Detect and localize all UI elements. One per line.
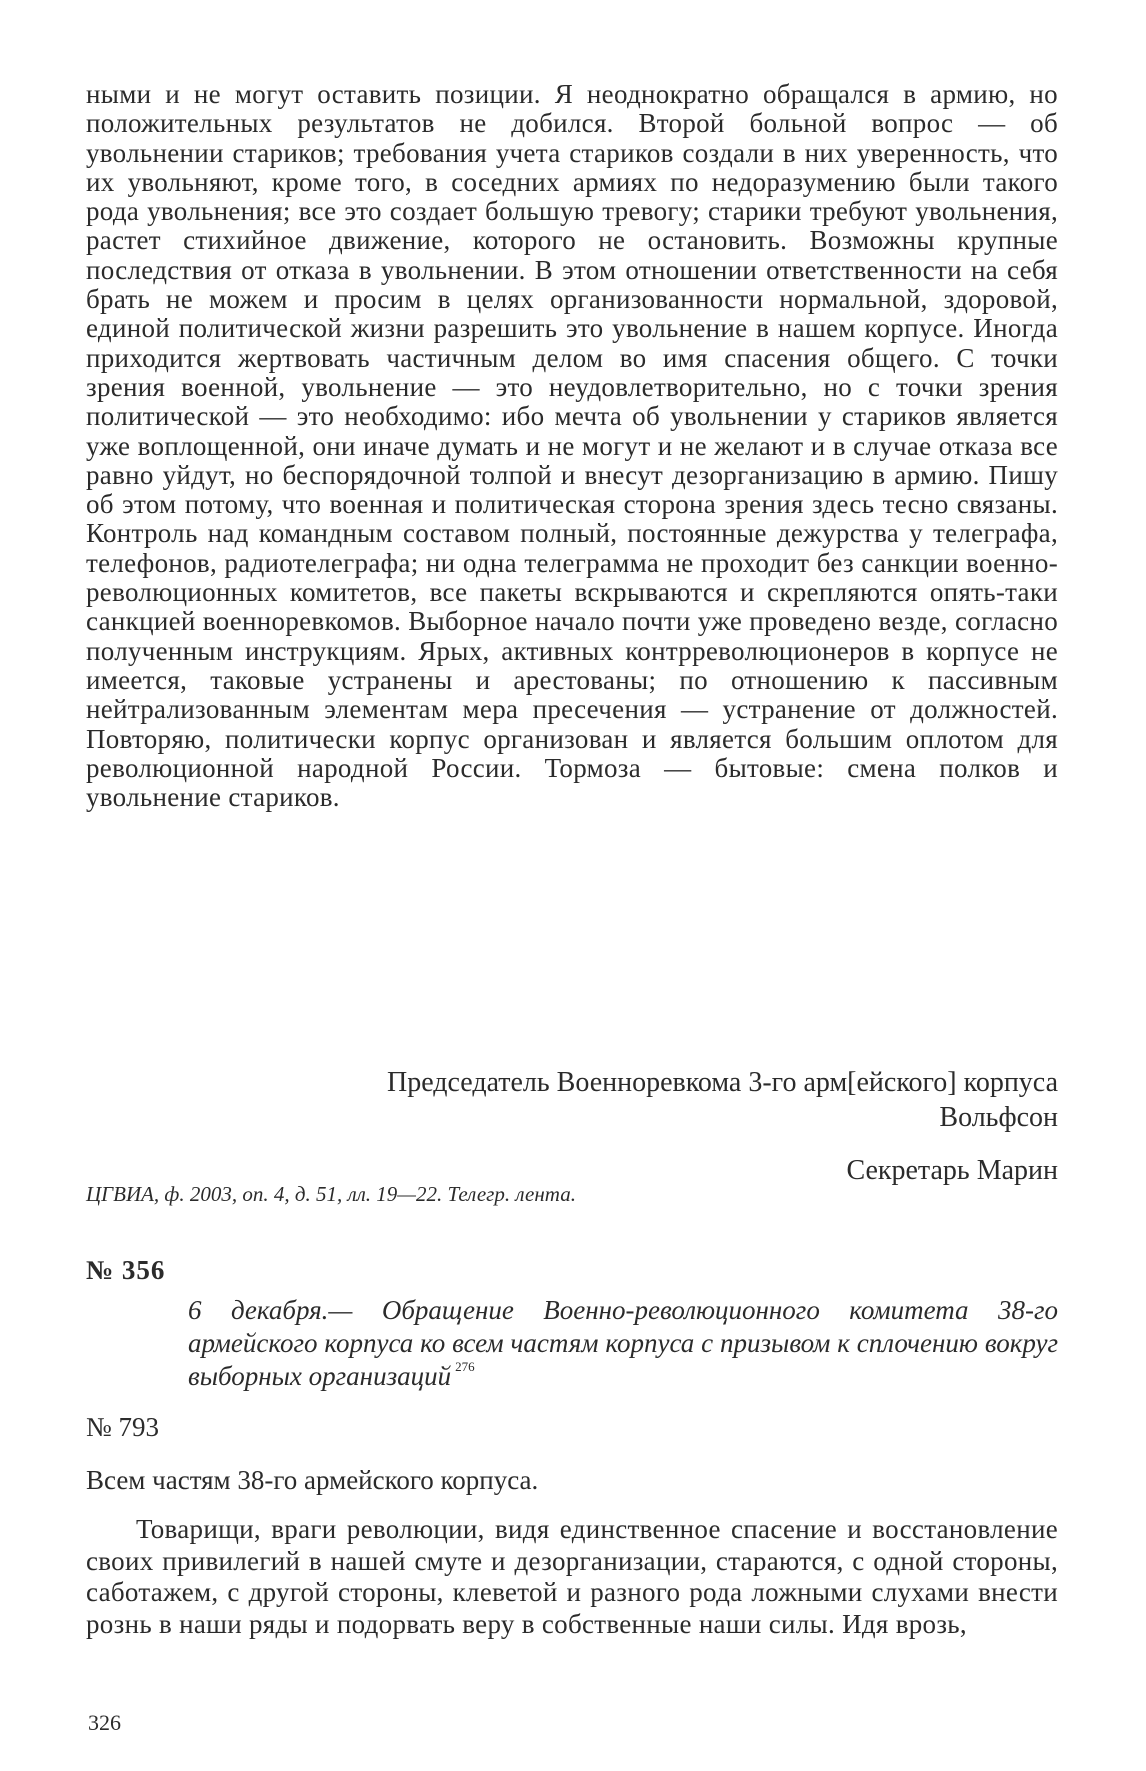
document-number: № 356 bbox=[86, 1255, 166, 1285]
telegram-number: № 793 bbox=[86, 1412, 160, 1442]
appeal-body: Товарищи, враги революции, видя единственное спасение и восстановление своих привилегий в нашей смуте и дезорганизации, стараются, с одной стороны, саботажем, с другой стороны, клеветой и разного рода ложными слухами внести рознь в наши ряды и подорвать веру в собственные наши силы. Идя врозь, bbox=[86, 1514, 1058, 1639]
signature-chairman: Председатель Военноревкома 3-го арм[ейского] корпуса bbox=[386, 1067, 1058, 1098]
previous-document-body: ными и не могут оставить позиции. Я неоднократно обращался в армию, но положительных результатов не добился. Второй больной вопрос — об увольнении стариков; требования учета стариков создали в них уверенность, что их увольняют, кроме того, в соседних армиях по недоразумению были такого рода увольнения; все это создает большую тревогу; старики требуют увольнения, растет стихийное движение, которого не остановить. Возможны крупные последствия от отказа в увольнении. В этом отношении ответственности на себя брать не можем и просим в целях организованности нормальной, здоровой, единой политической жизни разрешить это увольнение в нашем корпусе. Иногда приходится жертвовать частичным делом во имя спасения общего. С точки зрения военной, увольнение — это неудовлетворительно, но с точки зрения политической — это необходимо: ибо мечта об увольнении у стариков является уже воплощенной, они иначе думать и не могут и не желают и в случае отказа все равно уйдут, но беспорядочной толпой и внесут дезорганизацию в армию. Пишу об этом потому, что военная и политическая сторона зрения здесь тесно связаны. Контроль над командным составом полный, постоянные дежурства у телеграфа, телефонов, радиотелеграфа; ни одна телеграмма не проходит без санкции военно-революционных комитетов, все пакеты вскрываются и скрепляются опять-таки санкцией военноревкомов. Выборное начало почти уже проведено везде, согласно полученным инструкциям. Ярых, активных контрреволюционеров в корпусе не имеется, таковые устранены и арестованы; по отношению к пассивным нейтрализованным элементам мера пресечения — устранение от должностей. Повторяю, политически корпус организован и является большим оплотом для революционной народной России. Тормоза — бытовые: смена полков и увольнение стариков. bbox=[86, 79, 1058, 813]
archive-source-reference: ЦГВИА, ф. 2003, оп. 4, д. 51, лл. 19—22. Телегр. лента. bbox=[86, 1182, 576, 1206]
document-address: Всем частям 38-го армейского корпуса. bbox=[86, 1465, 539, 1495]
document-header bbox=[188, 1294, 1058, 1393]
footnote-reference: 276 bbox=[455, 1359, 475, 1374]
document-header-text: 6 декабря.— Обращение Военно-революционного комитета 38-го армейского корпуса ко всем частям корпуса с призывом к сплочению вокруг выборных организаций bbox=[188, 1295, 1058, 1391]
signature-secretary: Секретарь Марин bbox=[846, 1155, 1058, 1186]
page-number: 326 bbox=[88, 1710, 121, 1735]
signature-chairman-name: Вольфсон bbox=[939, 1102, 1058, 1133]
